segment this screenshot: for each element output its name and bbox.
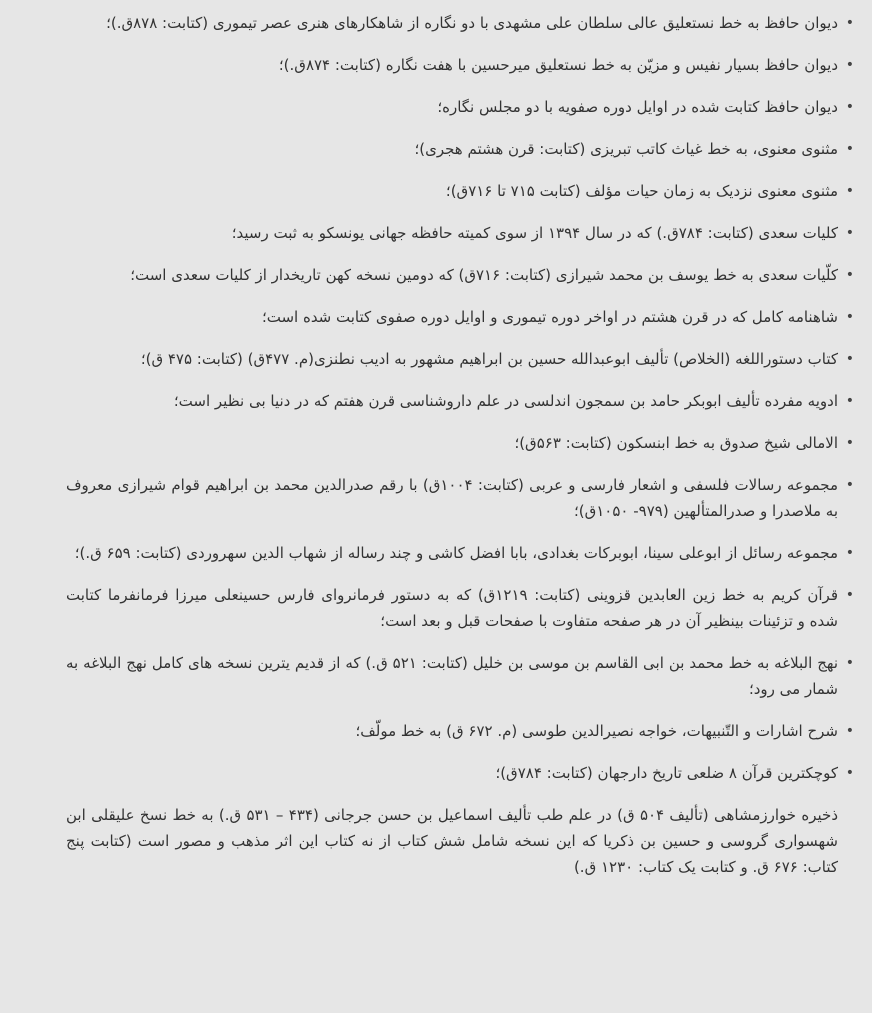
list-item-text: شرح اشارات و التّنبیهات، خواجه نصیرالدین طوسی (م. ۶۷۲ ق) به خط مولّف؛ [355, 722, 838, 740]
list-item-text: نهج البلاغه به خط محمد بن ابی القاسم بن موسی بن خلیل (کتابت: ۵۲۱ ق.) که از قدیم یترین نسخه های کامل نهج البلاغه به شمار می رود؛ [66, 654, 838, 698]
bullet-icon: • [845, 225, 854, 241]
list-item-text: دیوان حافظ کتابت شده در اوایل دوره صفویه با دو مجلس نگاره؛ [437, 98, 838, 116]
list-item-text: ادویه مفرده تألیف ابوبکر حامد بن سمجون اندلسی در علم داروشناسی قرن هفتم که در دنیا بی نظیر است؛ [173, 392, 838, 410]
bullet-icon: • [845, 545, 854, 561]
list-item [66, 94, 854, 120]
list-item [66, 388, 854, 414]
bullet-icon: • [845, 765, 854, 781]
list-item-text: شاهنامه کامل که در قرن هشتم در اواخر دوره تیموری و اوایل دوره صفوی کتابت شده است؛ [261, 308, 838, 326]
list-item-text: مجموعه رسائل از ابوعلی سینا، ابوبرکات بغدادی، بابا افضل کاشی و چند رساله از شهاب الدین سهروردی (کتابت: ۶۵۹ ق.)؛ [74, 544, 838, 562]
list-item-text: قرآن کریم به خط زین العابدین قزوینی (کتابت: ۱۲۱۹ق) که به دستور فرمانروای فارس حسینعلی میرزا فرمانفرما کتابت شده و تزئینات بینظیر آن در هر صفحه متفاوت با صفحات قبل و بعد است؛ [66, 586, 838, 630]
list-item [66, 718, 854, 744]
list-item-text: کلّیات سعدی به خط یوسف بن محمد شیرازی (کتابت: ۷۱۶ق) که دومین نسخه کهن تاریخدار از کلیات سعدی است؛ [130, 266, 838, 284]
list-item-text: کلیات سعدی (کتابت: ۷۸۴ق.) که در سال ۱۳۹۴ از سوی کمیته حافظه جهانی یونسکو به ثبت رسید؛ [231, 224, 838, 242]
list-item-text: دیوان حافظ بسیار نفیس و مزیّن به خط نستعلیق میرحسین با هفت نگاره (کتابت: ۸۷۴ق.)؛ [278, 56, 838, 74]
list-item [66, 136, 854, 162]
bullet-icon: • [845, 183, 854, 199]
list-item [66, 430, 854, 456]
bullet-icon: • [845, 15, 854, 31]
list-item-text: کوچکترین قرآن ۸ ضلعی تاریخ دارجهان (کتابت: ۷۸۴ق)؛ [495, 764, 838, 782]
list-item-text: دیوان حافظ به خط نستعلیق عالی سلطان علی مشهدی با دو نگاره از شاهکارهای هنری عصر تیموری (کتابت: ۸۷۸ق.)؛ [106, 14, 838, 32]
list-item [66, 262, 854, 288]
list-item-text: مثنوی معنوی نزدیک به زمان حیات مؤلف (کتابت ۷۱۵ تا ۷۱۶ق)؛ [445, 182, 838, 200]
bullet-icon: • [845, 309, 854, 325]
list-item [66, 220, 854, 246]
bullet-icon: • [845, 141, 854, 157]
bullet-icon: • [845, 57, 854, 73]
list-item [66, 52, 854, 78]
bullet-icon: • [845, 393, 854, 409]
list-item-text: کتاب دستوراللغه (الخلاص) تألیف ابوعبدالله حسین بن ابراهیم مشهور به ادیب نطنزی(م. ۴۷۷ق) (کتابت: ۴۷۵ ق)؛ [140, 350, 838, 368]
list-item [66, 178, 854, 204]
list-item [66, 760, 854, 786]
bullet-icon: • [845, 435, 854, 451]
list-item-text: مثنوی معنوی، به خط غیاث کاتب تبریزی (کتابت: قرن هشتم هجری)؛ [414, 140, 838, 158]
bullet-icon: • [845, 267, 854, 283]
final-paragraph: ذخیره خوارزمشاهی (تألیف ۵۰۴ ق) در علم طب تألیف اسماعیل بن حسن جرجانی (۴۳۴ – ۵۳۱ ق.) به خط نسخ علیقلی ابن شهسواری گروسی و حسین بن ذکریا که این نسخه شامل شش کتاب از نه کتاب این اثر مذهب و مصور است (کتابت پنج کتاب: ۶۷۶ ق. و کتابت یک کتاب: ۱۲۳۰ ق.) [66, 806, 838, 876]
list-item [66, 304, 854, 330]
list-item [66, 10, 854, 36]
list-item [66, 472, 854, 524]
bullet-icon: • [845, 99, 854, 115]
bullet-icon: • [845, 723, 854, 739]
list-item-text: مجموعه رسالات فلسفی و اشعار فارسی و عربی (کتابت: ۱۰۰۴ق) با رقم صدرالدین محمد بن ابراهیم قوام شیرازی معروف به ملاصدرا و صدرالمتألهین (۹۷۹- ۱۰۵۰ق)؛ [66, 476, 838, 520]
list-item [66, 346, 854, 372]
bullet-icon: • [845, 477, 854, 493]
list-item-text: الامالی شیخ صدوق به خط ابنسکون (کتابت: ۵۶۳ق)؛ [514, 434, 838, 452]
bullet-icon: • [845, 351, 854, 367]
bullet-icon: • [845, 655, 854, 671]
bullet-icon: • [845, 587, 854, 603]
list-item [66, 650, 854, 702]
list-item [66, 540, 854, 566]
list-item [66, 582, 854, 634]
